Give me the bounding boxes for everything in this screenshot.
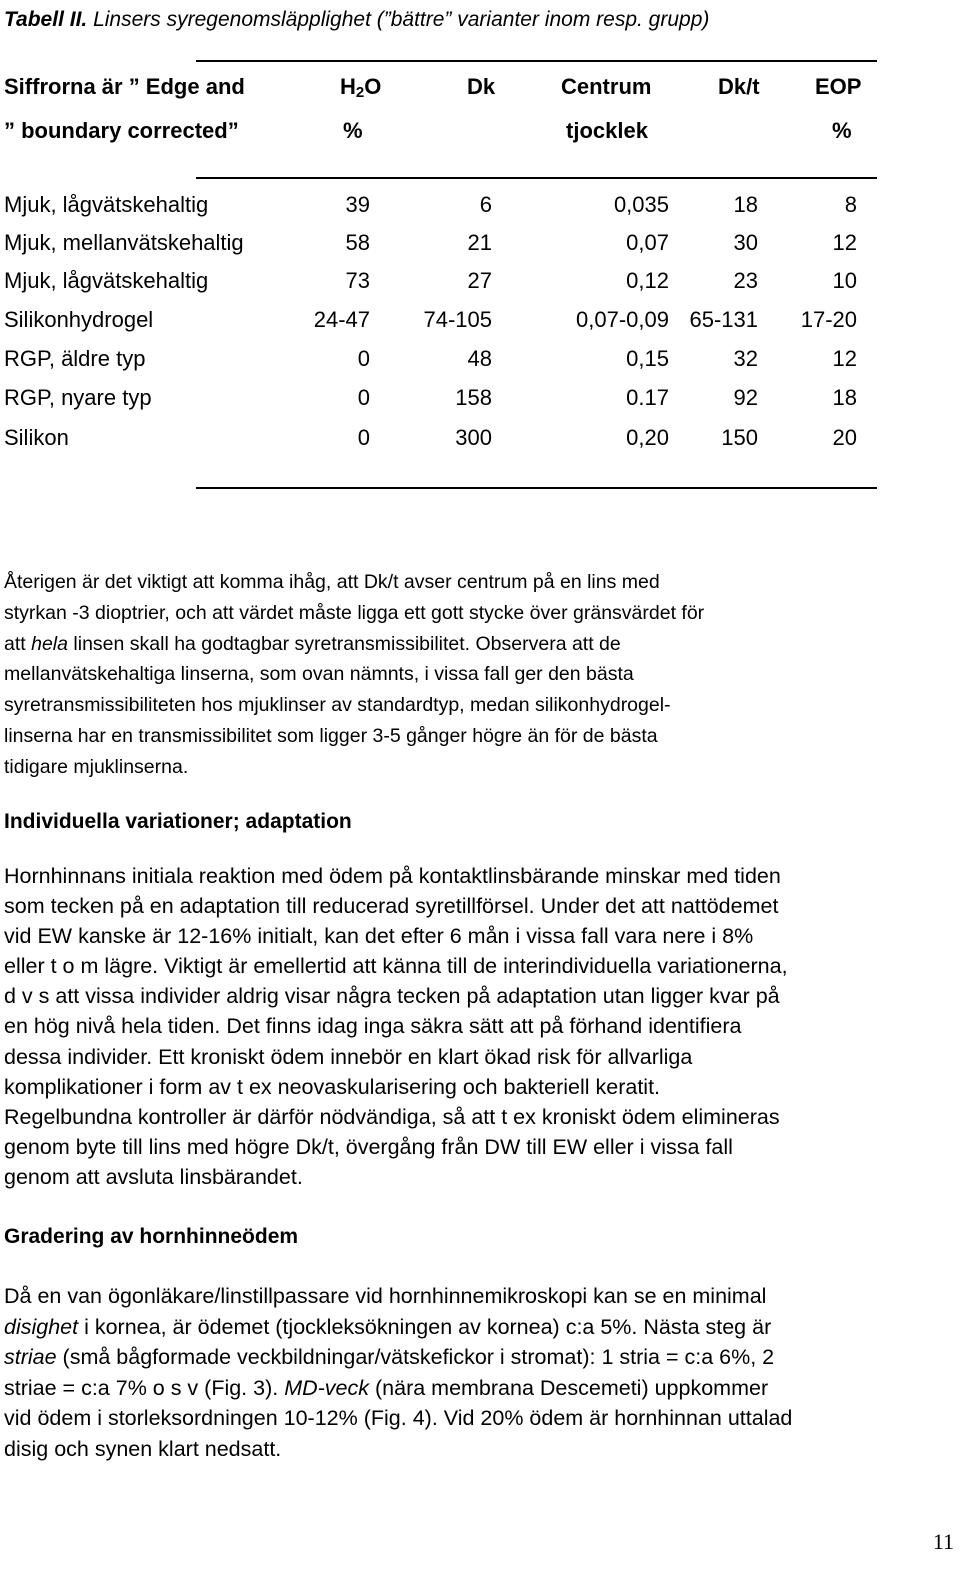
cell-eop: 8 (844, 192, 857, 217)
text-line (4, 629, 950, 660)
text-line: syretransmissibiliteten hos mjuklinser av standardtyp, medan silikonhydrogel- (4, 694, 671, 717)
cell-h2o: 39 (345, 192, 370, 217)
text-line: mellanvätskehaltiga linserna, som ovan nämnts, i vissa fall ger den bästa (4, 663, 634, 686)
header-dkt: Dk/t (718, 74, 760, 99)
table-row (0, 301, 960, 339)
text-run: (små bågformade veckbildningar/vätskefickor i stromat): 1 stria = c:a 6%, 2 (56, 1345, 775, 1370)
header-eop: EOP (815, 74, 862, 99)
caption-label: Tabell II. (4, 8, 88, 31)
cell-h2o: 73 (345, 268, 370, 293)
cell-dk: 21 (467, 230, 492, 255)
cell-dkt: 23 (733, 268, 758, 293)
text-line: d v s att vissa individer aldrig visar några tecken på adaptation utan ligger kvar på (4, 984, 780, 1009)
cell-h2o: 0 (357, 425, 370, 450)
header-h2o-unit: % (343, 118, 363, 143)
text-run: i kornea, är ödemet (tjockleksökningen av kornea) c:a 5%. Nästa steg är (78, 1314, 772, 1339)
table-row (0, 340, 960, 378)
row-label: Mjuk, lågvätskehaltig (4, 268, 209, 293)
cell-dkt: 18 (733, 192, 758, 217)
table-caption (4, 0, 954, 40)
paragraph-adaptation (4, 861, 950, 1192)
text-run: att (4, 632, 32, 655)
section-heading-gradering: Gradering av hornhinneödem (4, 1225, 299, 1248)
text-line: genom byte till lins med högre Dk/t, övergång från DW till EW eller i vissa fall (4, 1134, 733, 1159)
cell-dk: 48 (467, 346, 492, 371)
cell-eop: 18 (832, 385, 857, 410)
page-number: 11 (932, 1529, 954, 1554)
cell-centrum: 0,12 (626, 268, 669, 293)
cell-dkt: 92 (733, 385, 758, 410)
row-label: Silikonhydrogel (4, 307, 154, 332)
header-centrum-unit: tjocklek (566, 118, 648, 143)
row-label: Mjuk, lågvätskehaltig (4, 192, 209, 217)
cell-centrum: 0.17 (626, 385, 669, 410)
cell-dkt: 65-131 (689, 307, 758, 332)
row-label: RGP, äldre typ (4, 346, 146, 371)
text-line: tidigare mjuklinserna. (4, 755, 189, 778)
table-header-rule (196, 177, 877, 179)
cell-dkt: 32 (733, 346, 758, 371)
text-line: genom att avsluta linsbärandet. (4, 1164, 303, 1189)
cell-centrum: 0,20 (626, 425, 669, 450)
section-heading-adaptation: Individuella variationer; adaptation (4, 810, 352, 833)
cell-centrum: 0,15 (626, 346, 669, 371)
table-top-rule (196, 60, 877, 62)
cell-h2o: 58 (345, 230, 370, 255)
paragraph-gradering (4, 1281, 950, 1465)
text-line: en hög nivå hela tiden. Det finns idag inga säkra sätt att på förhand identifiera (4, 1014, 742, 1039)
cell-h2o: 24-47 (313, 307, 370, 332)
table-row (0, 186, 960, 224)
cell-eop: 17-20 (800, 307, 857, 332)
row-label: Silikon (4, 425, 69, 450)
cell-dk: 74-105 (423, 307, 492, 332)
text-line: Hornhinnans initiala reaktion med ödem på kontaktlinsbärande minskar med tiden (4, 864, 781, 888)
cell-eop: 20 (832, 425, 857, 450)
h2o-o: O (364, 74, 382, 99)
header-dk: Dk (467, 74, 496, 99)
header-first-line1: Siffrorna är ” Edge and (4, 74, 245, 99)
table-row (0, 419, 960, 457)
caption-title: Linsers syregenomsläpplighet (”bättre” varianter inom resp. grupp) (87, 8, 710, 31)
text-line: Återigen är det viktigt att komma ihåg, att Dk/t avser centrum på en lins med (4, 571, 660, 593)
text-line: dessa individer. Ett kroniskt ödem innebör en klart ökad risk för allvarliga (4, 1044, 693, 1069)
header-first-line2: ” boundary corrected” (4, 118, 239, 143)
cell-eop: 10 (832, 268, 857, 293)
row-label: RGP, nyare typ (4, 385, 152, 410)
cell-h2o: 0 (357, 346, 370, 371)
cell-dk: 27 (467, 268, 492, 293)
h2o-sub: 2 (355, 84, 365, 101)
text-line (4, 1342, 950, 1373)
text-line: som tecken på en adaptation till reducerad syretillförsel. Under det att nattödemet (4, 894, 779, 919)
cell-dk: 300 (455, 425, 492, 450)
paragraph-dkt-note (4, 567, 950, 783)
header-h2o (340, 74, 381, 106)
text-line: styrkan -3 dioptrier, och att värdet måste ligga ett gott stycke över gränsvärdet för (4, 601, 705, 624)
table-row (0, 224, 960, 262)
text-line: linserna har en transmissibilitet som ligger 3-5 gånger högre än för de bästa (4, 724, 658, 747)
text-line: Då en van ögonläkare/linstillpassare vid hornhinnemikroskopi kan se en minimal (4, 1284, 767, 1308)
cell-dk: 6 (479, 192, 492, 217)
cell-h2o: 0 (357, 385, 370, 410)
italic-run: hela (31, 632, 68, 655)
cell-eop: 12 (832, 346, 857, 371)
text-line: Regelbundna kontroller är därför nödvändiga, så att t ex kroniskt ödem elimineras (4, 1104, 780, 1129)
text-line (4, 1373, 950, 1404)
italic-run: disighet (4, 1314, 79, 1339)
text-line: komplikationer i form av t ex neovaskularisering och bakteriell keratit. (4, 1074, 661, 1099)
cell-centrum: 0,07-0,09 (576, 307, 669, 332)
text-run: (nära membrana Descemeti) uppkommer (369, 1375, 769, 1400)
header-eop-unit: % (832, 118, 852, 143)
cell-dk: 158 (455, 385, 492, 410)
text-run: striae = c:a 7% o s v (Fig. 3). (4, 1375, 285, 1400)
text-run: linsen skall ha godtagbar syretransmissibilitet. Observera att de (67, 632, 621, 655)
text-line: disig och synen klart nedsatt. (4, 1436, 282, 1461)
cell-centrum: 0,035 (613, 192, 669, 217)
text-line (4, 1312, 950, 1343)
table-row (0, 262, 960, 300)
table-bottom-rule (196, 487, 877, 489)
text-line: vid ödem i storleksordningen 10-12% (Fig. 4). Vid 20% ödem är hornhinnan uttalad (4, 1406, 793, 1431)
cell-eop: 12 (832, 230, 857, 255)
text-line: eller t o m lägre. Viktigt är emellertid att känna till de interindividuella variationerna, (4, 954, 788, 979)
cell-dkt: 30 (733, 230, 758, 255)
text-line: vid EW kanske är 12-16% initialt, kan det efter 6 mån i vissa fall vara nere i 8% (4, 924, 754, 949)
cell-dkt: 150 (721, 425, 758, 450)
header-centrum: Centrum (561, 74, 652, 99)
h2o-h: H (340, 74, 356, 99)
row-label: Mjuk, mellanvätskehaltig (4, 230, 244, 255)
cell-centrum: 0,07 (626, 230, 669, 255)
italic-run: MD-veck (284, 1375, 370, 1400)
table-row (0, 379, 960, 417)
italic-run: striae (4, 1345, 57, 1370)
